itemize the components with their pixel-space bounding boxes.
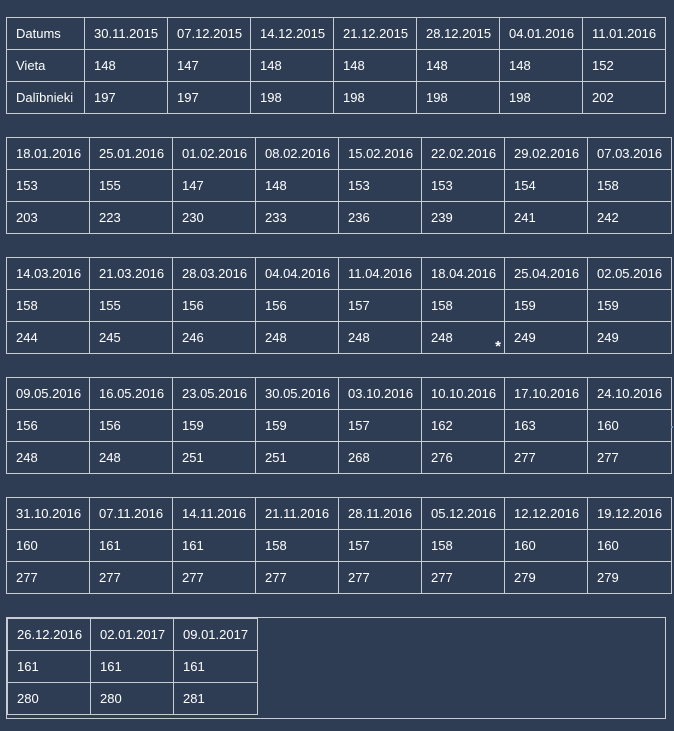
asterisk-mark: * [495,338,501,355]
date-cell: 11.01.2016 [583,18,666,50]
participants-cell: 251 [173,442,256,474]
date-cell: 29.02.2016 [505,138,588,170]
date-cell: 07.11.2016 [90,498,173,530]
date-cell: 14.12.2015 [251,18,334,50]
participants-cell: 251 [256,442,339,474]
participants-cell: 280 [8,683,91,715]
table-row-places [7,290,672,322]
date-cell: 18.04.2016 [422,258,505,290]
participants-cell: 233 [256,202,339,234]
participants-cell: 248 [90,442,173,474]
place-cell: 152 [583,50,666,82]
table-row-places [8,651,258,683]
place-cell: 159 [173,410,256,442]
participants-cell: 279 [505,562,588,594]
table-row-participants [7,82,666,114]
participants-cell: 245 [90,322,173,354]
date-cell: 12.12.2016 [505,498,588,530]
table-row-participants [8,683,258,715]
place-cell: 158 [422,530,505,562]
date-cell: 24.10.2016 [588,378,672,410]
place-cell: 148 [256,170,339,202]
table-row-participants [7,442,672,474]
place-cell: 154 [505,170,588,202]
date-cell: 17.10.2016 [505,378,588,410]
place-cell: 148 [417,50,500,82]
edge-dot [671,426,673,428]
place-cell: 153 [422,170,505,202]
place-cell: 163 [505,410,588,442]
date-cell: 07.12.2015 [168,18,251,50]
ranking-table-1 [6,17,666,114]
ranking-table-4 [6,377,672,474]
participants-cell: 239 [422,202,505,234]
place-cell: 161 [173,530,256,562]
participants-cell: 223 [90,202,173,234]
participants-cell: 202 [583,82,666,114]
table-row-dates [8,619,258,651]
participants-cell: 277 [588,442,672,474]
date-cell: 25.01.2016 [90,138,173,170]
date-cell: 31.10.2016 [7,498,90,530]
ranking-table-6 [7,618,258,715]
table-row-dates [7,378,672,410]
place-cell: 158 [588,170,672,202]
date-cell: 04.04.2016 [256,258,339,290]
row-label-dalibnieki: Dalībnieki [7,82,85,114]
date-cell: 21.12.2015 [334,18,417,50]
ranking-table-5 [6,497,672,594]
date-cell: 25.04.2016 [505,258,588,290]
participants-cell: 203 [7,202,90,234]
date-cell: 01.02.2016 [173,138,256,170]
table-row-participants [7,322,672,354]
place-cell: 157 [339,530,422,562]
place-cell: 156 [90,410,173,442]
date-cell: 18.01.2016 [7,138,90,170]
place-cell: 156 [256,290,339,322]
place-cell: 148 [334,50,417,82]
participants-value: 248 [431,330,453,345]
participants-cell: 268 [339,442,422,474]
date-cell: 16.05.2016 [90,378,173,410]
table-row-dates [7,258,672,290]
date-cell: 21.03.2016 [90,258,173,290]
place-cell: 160 [7,530,90,562]
participants-cell: 248 [7,442,90,474]
date-cell: 05.12.2016 [422,498,505,530]
place-cell: 158 [7,290,90,322]
date-cell: 09.01.2017 [174,619,258,651]
table-row-dates [7,498,672,530]
place-cell: 147 [173,170,256,202]
participants-cell: 198 [251,82,334,114]
participants-cell: 277 [90,562,173,594]
place-cell: 160 [505,530,588,562]
place-cell: 156 [173,290,256,322]
date-cell: 14.11.2016 [173,498,256,530]
participants-cell: 249 [588,322,672,354]
date-cell: 19.12.2016 [588,498,672,530]
place-cell: 159 [256,410,339,442]
place-cell: 153 [339,170,422,202]
participants-cell: 276 [422,442,505,474]
participants-cell: 236 [339,202,422,234]
date-cell: 11.04.2016 [339,258,422,290]
table-row-places [7,170,672,202]
date-cell: 02.01.2017 [91,619,174,651]
date-cell: 28.11.2016 [339,498,422,530]
participants-cell [422,322,505,354]
place-cell: 148 [500,50,583,82]
place-cell: 156 [7,410,90,442]
date-cell: 21.11.2016 [256,498,339,530]
participants-cell: 277 [422,562,505,594]
date-cell: 28.03.2016 [173,258,256,290]
date-cell: 07.03.2016 [588,138,672,170]
row-label-datums: Datums [7,18,85,50]
place-cell: 161 [91,651,174,683]
date-cell: 26.12.2016 [8,619,91,651]
table-row-participants [7,562,672,594]
date-cell: 23.05.2016 [173,378,256,410]
row-label-vieta: Vieta [7,50,85,82]
place-cell: 155 [90,170,173,202]
participants-cell: 279 [588,562,672,594]
place-cell: 158 [422,290,505,322]
date-cell: 15.02.2016 [339,138,422,170]
place-cell: 160 [588,530,672,562]
date-cell: 30.05.2016 [256,378,339,410]
place-cell: 155 [90,290,173,322]
date-cell: 10.10.2016 [422,378,505,410]
participants-cell: 248 [256,322,339,354]
participants-cell: 244 [7,322,90,354]
place-cell: 158 [256,530,339,562]
table-row-dates [7,18,666,50]
participants-cell: 197 [168,82,251,114]
place-cell: 157 [339,410,422,442]
participants-cell: 280 [91,683,174,715]
table-row-places [7,50,666,82]
participants-cell: 248 [339,322,422,354]
participants-cell: 249 [505,322,588,354]
place-cell: 148 [85,50,168,82]
participants-cell: 198 [500,82,583,114]
date-cell: 30.11.2015 [85,18,168,50]
table-row-participants [7,202,672,234]
participants-cell: 198 [417,82,500,114]
place-cell: 148 [251,50,334,82]
place-cell: 157 [339,290,422,322]
participants-cell: 198 [334,82,417,114]
place-cell: 161 [8,651,91,683]
place-cell: 161 [90,530,173,562]
participants-cell: 277 [7,562,90,594]
place-cell: 160 [588,410,672,442]
date-cell: 28.12.2015 [417,18,500,50]
participants-cell: 246 [173,322,256,354]
date-cell: 03.10.2016 [339,378,422,410]
table-row-dates [7,138,672,170]
date-cell: 22.02.2016 [422,138,505,170]
date-cell: 09.05.2016 [7,378,90,410]
participants-cell: 281 [174,683,258,715]
ranking-table-2 [6,137,672,234]
participants-cell: 277 [256,562,339,594]
place-cell: 153 [7,170,90,202]
date-cell: 02.05.2016 [588,258,672,290]
ranking-table-3 [6,257,672,354]
table-row-places [7,410,672,442]
participants-cell: 277 [173,562,256,594]
table-row-places [7,530,672,562]
participants-cell: 242 [588,202,672,234]
participants-cell: 197 [85,82,168,114]
date-cell: 14.03.2016 [7,258,90,290]
place-cell: 147 [168,50,251,82]
participants-cell: 241 [505,202,588,234]
participants-cell: 277 [339,562,422,594]
place-cell: 159 [505,290,588,322]
place-cell: 159 [588,290,672,322]
date-cell: 04.01.2016 [500,18,583,50]
place-cell: 162 [422,410,505,442]
participants-cell: 230 [173,202,256,234]
participants-cell: 277 [505,442,588,474]
place-cell: 161 [174,651,258,683]
date-cell: 08.02.2016 [256,138,339,170]
